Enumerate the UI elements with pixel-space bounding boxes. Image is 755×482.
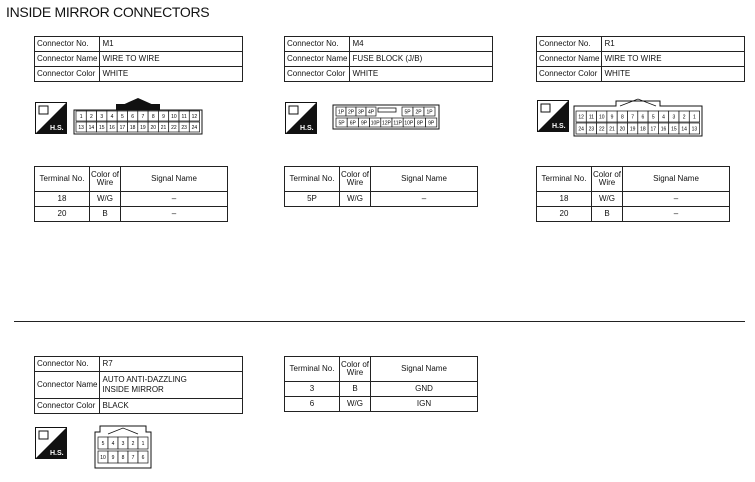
wire-color: B xyxy=(90,207,121,222)
pin-number: 12 xyxy=(191,114,198,120)
pin-number: 14 xyxy=(88,125,95,131)
connector-m1-face xyxy=(72,96,204,136)
pin-number: 11 xyxy=(181,114,187,120)
terminal-header: Terminal No. xyxy=(285,357,340,382)
connector-no: M4 xyxy=(350,37,493,52)
connector-m1-terminal-table xyxy=(34,166,228,222)
pin-number: 2 xyxy=(682,114,686,121)
hs-label: H.S. xyxy=(50,450,64,457)
terminal-no: 20 xyxy=(35,207,90,222)
terminal-no: 18 xyxy=(35,192,90,207)
pin-row-top xyxy=(76,111,200,121)
pin-row-bottom xyxy=(98,451,148,463)
pin-number: 2P xyxy=(347,109,355,116)
hs-label: H.S. xyxy=(300,125,314,132)
pin-number: 15 xyxy=(98,125,105,131)
pin-number: 8 xyxy=(151,114,155,120)
wire-color-header: Color of Wire xyxy=(340,357,371,382)
pin-number: 11 xyxy=(588,114,595,121)
connector-color: BLACK xyxy=(100,399,243,414)
pin-number: 5 xyxy=(101,441,105,447)
signal-header: Signal Name xyxy=(371,357,478,382)
connector-name xyxy=(100,372,243,399)
signal-name: – xyxy=(121,207,228,222)
pin-number: 8 xyxy=(121,455,125,461)
pin-number: 4 xyxy=(111,441,115,447)
hs-icon xyxy=(35,102,67,134)
label-connector-no: Connector No. xyxy=(35,357,100,372)
terminal-header: Terminal No. xyxy=(537,167,592,192)
pin-number: 20 xyxy=(150,125,157,131)
pin-number: 2 xyxy=(90,114,93,120)
label-connector-color: Connector Color xyxy=(285,67,350,82)
pin-number: 7 xyxy=(131,455,135,461)
pin-number: 17 xyxy=(119,125,126,131)
label-connector-no: Connector No. xyxy=(35,37,100,52)
pin-number: 1P xyxy=(337,109,345,116)
connector-r7-terminal-table xyxy=(284,356,478,412)
wire-color: W/G xyxy=(340,192,371,207)
pin-number: 2P xyxy=(415,109,422,116)
signal-name: – xyxy=(623,207,730,222)
pin-number: 23 xyxy=(588,126,595,133)
connector-name-line2: INSIDE MIRROR xyxy=(102,385,164,394)
pin-number: 12 xyxy=(578,114,584,121)
wire-color: B xyxy=(340,382,371,397)
pin-number: 1 xyxy=(141,441,145,447)
connector-r1-info-table xyxy=(536,36,745,82)
pin-number: 6 xyxy=(131,114,135,120)
pin-number: 17 xyxy=(650,126,657,133)
wire-color: W/G xyxy=(592,192,623,207)
terminal-header: Terminal No. xyxy=(285,167,340,192)
pin-number: 15 xyxy=(671,126,677,133)
pin-number: 6 xyxy=(141,455,145,461)
label-connector-color: Connector Color xyxy=(537,67,602,82)
pin-number: 21 xyxy=(609,126,615,133)
pin-number: 10P xyxy=(370,120,380,127)
signal-header: Signal Name xyxy=(371,167,478,192)
pin-number: 9P xyxy=(428,120,435,127)
label-connector-name: Connector Name xyxy=(537,52,602,67)
hs-label: H.S. xyxy=(552,123,566,130)
pin-number: 11P xyxy=(393,120,402,127)
section-divider xyxy=(14,321,745,322)
hs-label: H.S. xyxy=(50,125,64,132)
pin-number: 7 xyxy=(141,114,145,120)
terminal-no: 5P xyxy=(285,192,340,207)
pin-number: 19 xyxy=(140,125,146,131)
pin-number: 18 xyxy=(129,125,136,131)
terminal-no: 20 xyxy=(537,207,592,222)
signal-name: – xyxy=(623,192,730,207)
label-connector-color: Connector Color xyxy=(35,67,100,82)
connector-m1-info-table xyxy=(34,36,243,82)
pin-row-bottom xyxy=(576,123,700,134)
pin-number: 8 xyxy=(620,114,624,121)
connector-no: R1 xyxy=(602,37,745,52)
pin-number: 10 xyxy=(598,114,605,121)
label-connector-color: Connector Color xyxy=(35,399,100,414)
pin-number: 14 xyxy=(681,126,687,133)
pin-number: 1P xyxy=(426,109,433,116)
pin-number: 1 xyxy=(693,114,696,121)
pin-number: 10 xyxy=(100,455,106,461)
signal-name: GND xyxy=(371,382,478,397)
connector-name: WIRE TO WIRE xyxy=(100,52,243,67)
pin-number: 9 xyxy=(111,455,115,461)
connector-m4-face xyxy=(332,104,440,130)
hs-icon xyxy=(537,100,569,132)
label-connector-name: Connector Name xyxy=(285,52,350,67)
connector-color: WHITE xyxy=(100,67,243,82)
pin-number: 9P xyxy=(360,120,368,127)
pin-number: 22 xyxy=(171,125,177,131)
signal-name: – xyxy=(371,192,478,207)
pin-number: 6 xyxy=(641,114,645,121)
wire-color: W/G xyxy=(340,397,371,412)
pin-number: 24 xyxy=(578,126,584,133)
wire-color-header: Color of Wire xyxy=(340,167,371,192)
pin-number: 3P xyxy=(357,109,365,116)
pin-number: 8P xyxy=(416,120,424,127)
pin-number: 10P xyxy=(404,120,414,127)
pin-number: 3 xyxy=(672,114,676,121)
pin-number: 4P xyxy=(367,109,375,116)
pin-number: 5P xyxy=(404,109,411,116)
signal-header: Signal Name xyxy=(121,167,228,192)
pin-row-bottom xyxy=(76,122,200,132)
pin-number: 13 xyxy=(691,126,698,133)
signal-name: IGN xyxy=(371,397,478,412)
terminal-no: 6 xyxy=(285,397,340,412)
pin-row-top xyxy=(98,437,148,449)
label-connector-name: Connector Name xyxy=(35,372,100,399)
pin-number: 6P xyxy=(349,120,356,127)
wire-color: B xyxy=(592,207,623,222)
pin-number: 7 xyxy=(631,114,635,121)
pin-number: 22 xyxy=(598,126,605,133)
pin-number: 3 xyxy=(121,441,125,447)
wire-color-header: Color of Wire xyxy=(90,167,121,192)
pin-number: 24 xyxy=(191,125,198,131)
terminal-header: Terminal No. xyxy=(35,167,90,192)
pin-number: 16 xyxy=(660,126,667,133)
connector-name: FUSE BLOCK (J/B) xyxy=(350,52,493,67)
pin-number: 10 xyxy=(171,114,177,120)
label-connector-name: Connector Name xyxy=(35,52,100,67)
connector-r1-terminal-table xyxy=(536,166,730,222)
connector-r7-info-table xyxy=(34,356,243,414)
connector-m4-info-table xyxy=(284,36,493,82)
label-connector-no: Connector No. xyxy=(285,37,350,52)
pin-number: 2 xyxy=(131,441,135,447)
signal-name: – xyxy=(121,192,228,207)
wire-color-header: Color of Wire xyxy=(592,167,623,192)
signal-header: Signal Name xyxy=(623,167,730,192)
connector-r1-face xyxy=(572,96,704,140)
pin-number: 3 xyxy=(100,114,104,120)
hs-icon xyxy=(35,427,67,459)
pin-number: 4 xyxy=(662,114,665,121)
label-connector-no: Connector No. xyxy=(537,37,602,52)
connector-no: R7 xyxy=(100,357,243,372)
connector-name-line1: AUTO ANTI-DAZZLING xyxy=(102,375,187,385)
terminal-no: 18 xyxy=(537,192,592,207)
pin-number: 9 xyxy=(610,114,614,121)
terminal-no: 3 xyxy=(285,382,340,397)
pin-number: 19 xyxy=(629,126,636,133)
pin-number: 21 xyxy=(160,125,167,131)
wire-color: W/G xyxy=(90,192,121,207)
pin-number: 4 xyxy=(110,114,114,120)
connector-no: M1 xyxy=(100,37,243,52)
connector-r7-face xyxy=(92,420,154,472)
page-title: INSIDE MIRROR CONNECTORS xyxy=(6,4,210,20)
pin-number: 5 xyxy=(651,114,655,121)
pin-row-top xyxy=(576,111,700,122)
pin-number: 9 xyxy=(162,114,165,120)
pin-number: 18 xyxy=(640,126,646,133)
connector-name: WIRE TO WIRE xyxy=(602,52,745,67)
connector-color: WHITE xyxy=(602,67,745,82)
pin-number: 12P xyxy=(381,120,391,127)
pin-number: 23 xyxy=(181,125,187,131)
pin-row-bottom xyxy=(336,118,437,127)
pin-number: 20 xyxy=(619,126,626,133)
pin-number: 16 xyxy=(109,125,115,131)
pin-number: 13 xyxy=(78,125,84,131)
hs-icon xyxy=(285,102,317,134)
pin-number: 1 xyxy=(79,114,83,120)
connector-m4-terminal-table xyxy=(284,166,478,207)
pin-number: 5 xyxy=(120,114,124,120)
pin-number: 5P xyxy=(338,120,345,127)
connector-color: WHITE xyxy=(350,67,493,82)
